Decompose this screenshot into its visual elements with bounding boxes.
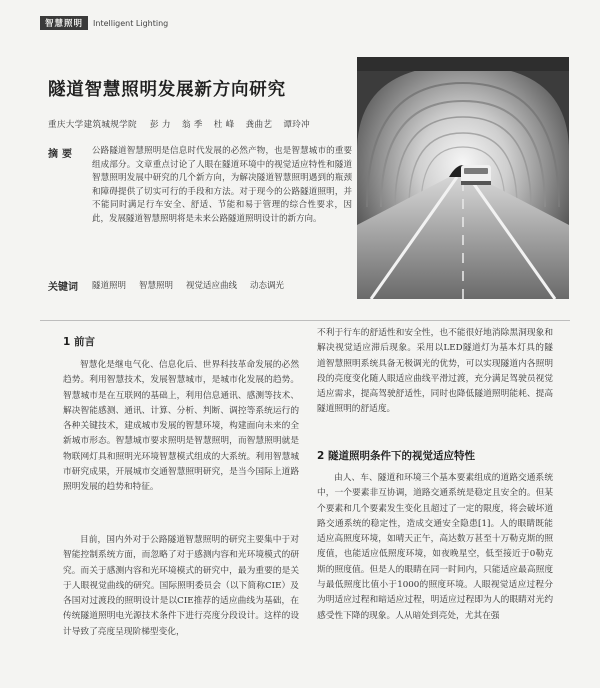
body-paragraph: 不利于行车的舒适性和安全性，也不能很好地消除黑洞现象和解决视觉适应滞后现象。采用以LED隧道灯为基本灯具的隧道智慧照明系统具备无极调光的优势，可以实现隧道内各照明段的亮度变化随人眼适应曲线平滑过渡，充分满足驾驶员视觉适应需求，提高驾驶舒适性，同时也降低隧道照明能耗、提高隧道照明的舒适度。	[317, 328, 553, 415]
column-tag-english: Intelligent Lighting	[93, 18, 169, 28]
section-divider	[40, 320, 570, 321]
keyword: 视觉适应曲线	[186, 281, 238, 291]
abstract-text: 公路隧道智慧照明是信息时代发展的必然产物，也是智慧城市的重要组成部分。文章重点讨论了人眼在隧道环境中的视觉适应特性和隧道智慧照明发展中研究的几个新方向，为解决隧道智慧照明遇到的瓶颈和障碍提供了切实可行的手段和方法。对于现今的公路隧道照明，并不能同时满足行车安全、舒适、节能和易于管理的综合性要求，因此，发展隧道智慧照明将是未来公路隧道照明设计的新方向。	[92, 146, 352, 224]
tunnel-photo	[357, 57, 569, 299]
affiliation: 重庆大学建筑城规学院	[48, 120, 137, 130]
author-name: 翁 季	[181, 120, 203, 130]
section-heading: 2 隧道照明条件下的视觉适应特性	[317, 450, 475, 462]
article-title: 隧道智慧照明发展新方向研究	[48, 80, 286, 100]
body-paragraph: 智慧化是继电气化、信息化后、世界科技革命发展的必然趋势。利用智慧技术，发展智慧城市，是城市化发展的趋势。智慧城市是在互联网的基础上，利用信息通讯、感测等技术、解决智能感测、通讯、计算、分析、判断、调控等系统运行的各种关键技术，建成城市发展的智慧环境，构建面向未来的全新城市形态。智慧城市要求照明是智慧照明，而智慧照明就是物联网灯具和照明光环境智慧模式组成的大系统。利用智慧城市研究成果，开展城市交通智慧照明研究，是当今国际上道路照明发展的趋势和特征。	[63, 360, 299, 493]
section-heading: 1 前言	[63, 336, 95, 348]
body-paragraph: 由人、车、隧道和环境三个基本要素组成的道路交通系统中，一个要素非互协调，道路交通系统是稳定且安全的。但某个要素和几个要素发生变化且超过了一定的限度，将会破坏道路交通系统的稳定性，造成交通安全隐患[1]。人的眼睛既能适应高照度环境，如晴天正午，高达数万甚至十万勒克斯的照度值，也能适应低照度环境，如夜晚星空，低至接近于0勒克斯的照度值。但是人的眼睛在同一时间内，只能适应最高照度与最低照度比值小于1000的照度环境。人眼视觉适应过程分为明适应过程和暗适应过程，明适应过程即为人的眼睛对光约感受性下降的现象。人从暗处到亮处，尤其在强	[317, 473, 553, 621]
author-name: 杜 峰	[213, 120, 235, 130]
keyword: 动态调光	[250, 281, 285, 291]
abstract-label: 摘要	[48, 149, 76, 160]
journal-header	[40, 17, 168, 29]
author-name: 彭 力	[150, 120, 171, 130]
keyword-list	[92, 279, 284, 291]
body-paragraph: 目前，国内外对于公路隧道智慧照明的研究主要集中于对智能控制系统方面，而忽略了对于感测内容和光环境模式的研究。而关于感测内容和光环境模式的研究中，最为重要的是关于人眼视觉曲线的研究。国际照明委员会（以下简称CIE）及各国对过渡段的照明设计是以CIE推荐的适应曲线为基础，在传统隧道照明电光源技术条件下进行亮度分段设计。这样的设计导致了亮度呈现阶梯型变化，	[63, 535, 299, 637]
author-line	[48, 118, 368, 130]
keywords-label: 关键词	[48, 282, 78, 293]
keyword: 智慧照明	[139, 281, 174, 291]
keyword: 隧道照明	[92, 281, 127, 291]
author-name: 谭玲冲	[283, 120, 311, 130]
author-name: 龚曲艺	[245, 120, 273, 130]
column-tag: 智慧照明	[40, 16, 88, 30]
